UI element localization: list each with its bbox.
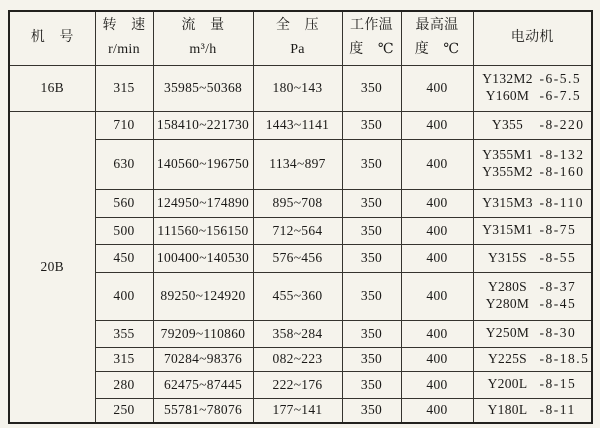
table-row [9,217,592,244]
table-row [9,272,592,320]
motor-line: Y180L -8-11 [487,401,576,417]
max-temp-cell: 400 [401,371,473,398]
pressure-cell: 082~223 [253,347,342,371]
motor-line: Y250M -8-30 [485,325,577,341]
speed-cell: 710 [95,111,153,139]
table-row [9,65,592,111]
pressure-cell: 180~143 [253,65,342,111]
header-motor: 电动机 [473,11,592,65]
header-flow: 流 量 m³/h [153,11,253,65]
motor-line: Y225S -8-18.5 [487,350,590,366]
table-row [9,347,592,371]
max-temp-cell: 400 [401,398,473,423]
motor-cell [473,371,592,398]
fan-spec-table [8,10,593,424]
work-temp-cell: 350 [342,244,401,272]
table-row [9,189,592,217]
work-temp-cell: 350 [342,139,401,189]
header-speed: 转 速 r/min [95,11,153,65]
max-temp-cell: 400 [401,272,473,320]
motor-line: Y280M -8-45 [485,296,577,311]
table-row [9,111,592,139]
speed-cell: 500 [95,217,153,244]
work-temp-cell: 350 [342,398,401,423]
flow-cell: 158410~221730 [153,111,253,139]
header-machine-label: 机 号 [30,30,74,46]
motor-line: Y280S -8-37 [487,279,577,295]
pressure-cell: 455~360 [253,272,342,320]
work-temp-cell: 350 [342,65,401,111]
pressure-cell: 576~456 [253,244,342,272]
flow-cell: 55781~78076 [153,398,253,423]
table-row [9,139,592,189]
max-temp-cell: 400 [401,217,473,244]
speed-cell: 280 [95,371,153,398]
motor-line: Y160M -6-7.5 [485,88,582,103]
flow-cell: 140560~196750 [153,139,253,189]
max-temp-cell: 400 [401,111,473,139]
pressure-cell: 895~708 [253,189,342,217]
table-row [9,320,592,347]
flow-cell: 124950~174890 [153,189,253,217]
motor-cell [473,272,592,320]
work-temp-cell: 350 [342,347,401,371]
header-max-temp: 最高温 度 ℃ [401,11,473,65]
max-temp-cell: 400 [401,347,473,371]
pressure-cell: 712~564 [253,217,342,244]
work-temp-cell: 350 [342,111,401,139]
flow-cell: 62475~87445 [153,371,253,398]
speed-cell: 315 [95,347,153,371]
speed-cell: 355 [95,320,153,347]
machine-cell: 16B [9,65,95,111]
motor-cell [473,244,592,272]
flow-cell: 111560~156150 [153,217,253,244]
pressure-cell: 1134~897 [253,139,342,189]
motor-line: Y132M2 -6-5.5 [482,71,582,87]
work-temp-cell: 350 [342,217,401,244]
max-temp-cell: 400 [401,139,473,189]
motor-cell [473,217,592,244]
max-temp-cell: 400 [401,320,473,347]
flow-cell: 35985~50368 [153,65,253,111]
table-row [9,398,592,423]
header-pressure: 全 压 Pa [253,11,342,65]
pressure-cell: 177~141 [253,398,342,423]
motor-line: Y315M3 -8-110 [482,194,584,210]
table-row [9,244,592,272]
max-temp-cell: 400 [401,189,473,217]
motor-cell [473,189,592,217]
motor-line: Y355M1 -8-132 [482,147,585,163]
pressure-cell: 1443~1141 [253,111,342,139]
motor-cell [473,398,592,423]
motor-cell [473,139,592,189]
flow-cell: 70284~98376 [153,347,253,371]
max-temp-cell: 400 [401,244,473,272]
pressure-cell: 222~176 [253,371,342,398]
header-machine-number [9,11,95,65]
flow-cell: 79209~110860 [153,320,253,347]
flow-cell: 100400~140530 [153,244,253,272]
pressure-cell: 358~284 [253,320,342,347]
motor-line: Y315M1 -8-75 [482,222,577,238]
motor-line: Y355M2 -8-160 [482,164,585,179]
work-temp-cell: 350 [342,272,401,320]
motor-cell [473,347,592,371]
speed-cell: 400 [95,272,153,320]
motor-line: Y315S -8-55 [487,249,577,265]
motor-line: Y200L -8-15 [487,376,577,392]
motor-line: Y355 -8-220 [491,116,585,132]
motor-cell [473,320,592,347]
speed-cell: 450 [95,244,153,272]
work-temp-cell: 350 [342,320,401,347]
speed-cell: 560 [95,189,153,217]
motor-cell [473,111,592,139]
work-temp-cell: 350 [342,371,401,398]
motor-cell [473,65,592,111]
header-working-temp: 工作温 度 ℃ [342,11,401,65]
speed-cell: 315 [95,65,153,111]
header-row [9,11,592,65]
machine-cell: 20B [9,111,95,423]
table-row [9,371,592,398]
speed-cell: 250 [95,398,153,423]
speed-cell: 630 [95,139,153,189]
flow-cell: 89250~124920 [153,272,253,320]
max-temp-cell: 400 [401,65,473,111]
work-temp-cell: 350 [342,189,401,217]
